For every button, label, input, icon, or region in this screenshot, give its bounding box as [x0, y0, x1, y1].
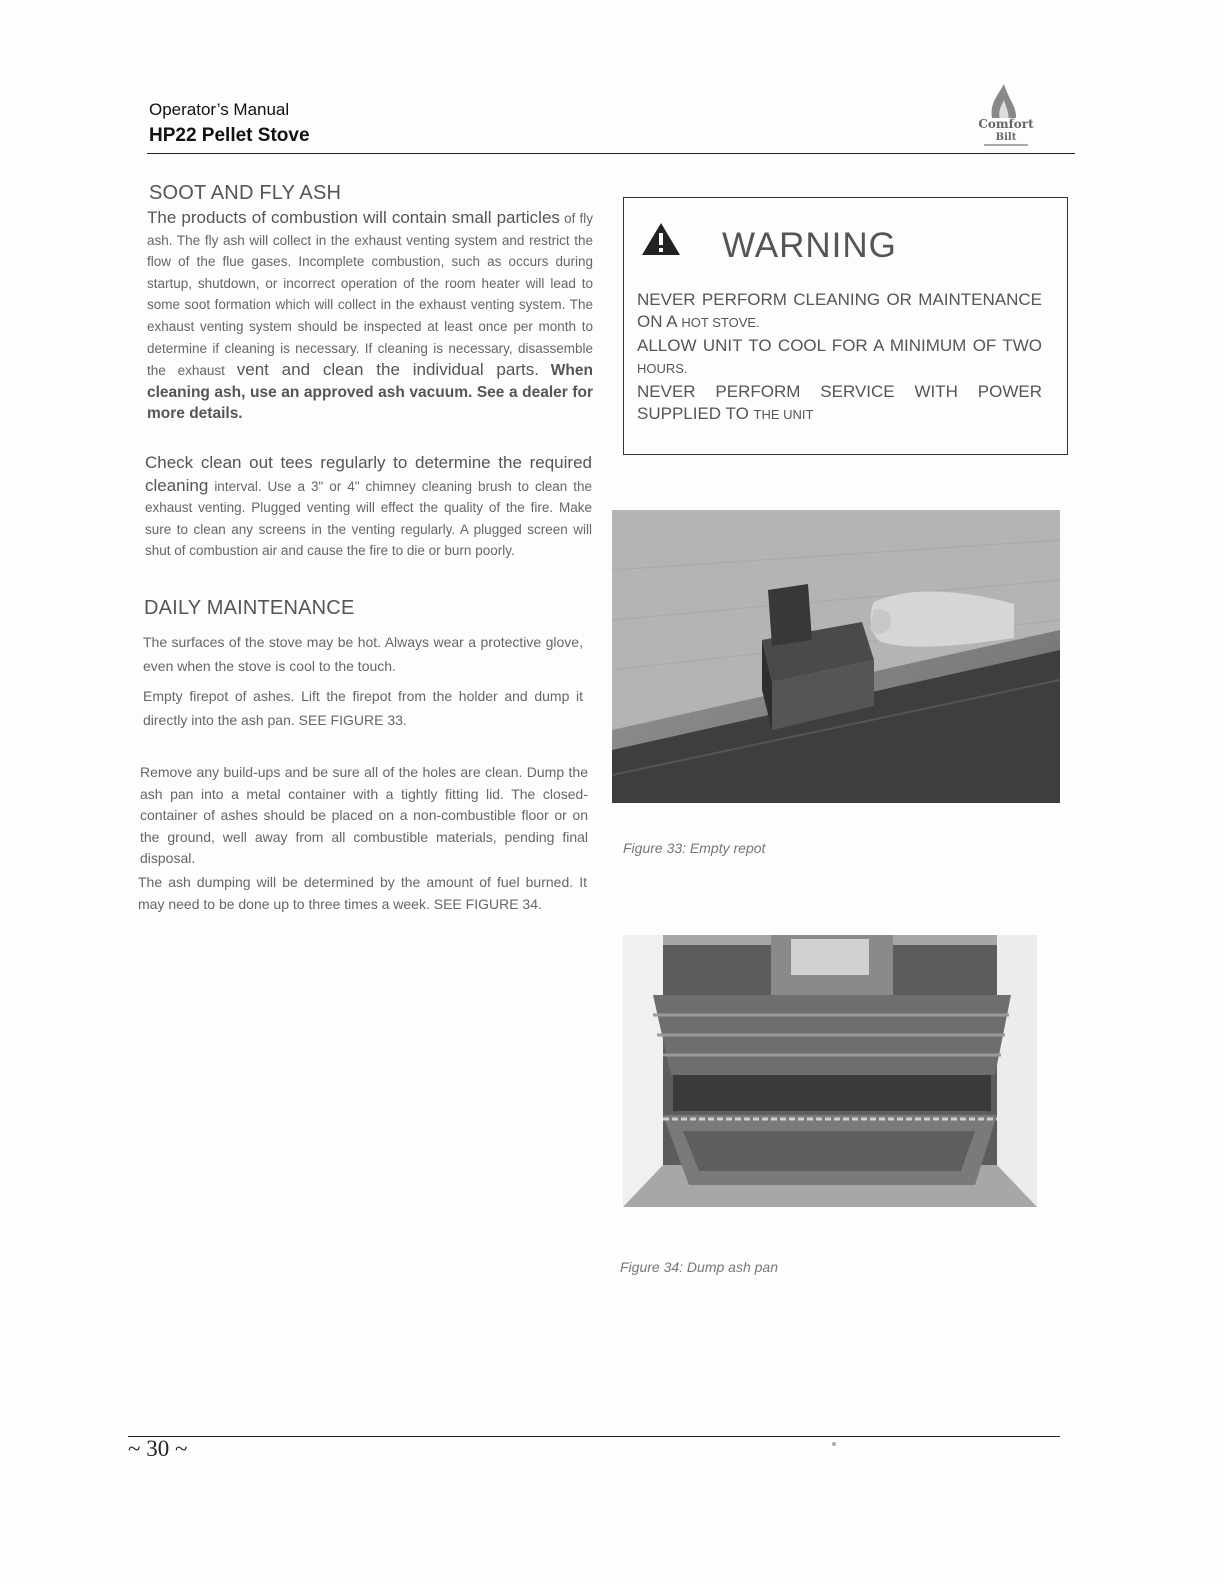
soot-body: of fly ash. The fly ash will collect in the exhaust venting system and restrict the flow of the flue gases. Incomplete combustion, such as occurs during startup, shutdown, or incorrect operation of the room heater will lead to some soot formation which will collect in the exhaust venting system. The exhaust venting system should be inspected at least once per month to determine if cleaning is necessary. If cleaning is necessary, disassemble the exhaust: [147, 211, 593, 379]
daily-paragraph-1: The surfaces of the stove may be hot. Always wear a protective glove, even when the stove is cool to the touch.: [143, 634, 583, 674]
manual-title: Operator’s Manual: [149, 100, 290, 119]
figure-34-caption: Figure 34: Dump ash pan: [620, 1259, 778, 1275]
warning-line-3-main: NEVER PERFORM SERVICE WITH POWER SUPPLIED TO: [637, 382, 1042, 423]
warning-triangle-icon: [640, 221, 682, 257]
brand-logo: [960, 80, 1050, 152]
footer-divider: [128, 1436, 1060, 1437]
daily-paragraph-2: Empty firepot of ashes. Lift the firepot from the holder and dump it directly into the ash pan. SEE FIGURE 33.: [143, 688, 583, 728]
daily-paragraph-3: Remove any build-ups and be sure all of the holes are clean. Dump the ash pan into a metal container with a tightly fitting lid. The closed-container of ashes should be placed on a non-combustible floor or on the ground, well away from all combustible materials, pending final disposal.: [140, 764, 588, 867]
soot-paragraph: [147, 207, 593, 425]
page-number: ~ 30 ~: [128, 1436, 188, 1461]
header-divider: [147, 153, 1075, 154]
model-title: HP22 Pellet Stove: [149, 125, 310, 146]
soot-heading: SOOT AND FLY ASH: [149, 182, 342, 204]
warning-line-1: [637, 289, 1042, 334]
soot-vent: vent and clean the individual parts.: [236, 360, 539, 380]
check-body: interval. Use a 3" or 4" chimney cleaning brush to clean the exhaust venting. Plugged venting will effect the quality of the fire. Make sure to clean any screens in the venting regularly. A plugged screen will shut of combustion air and cause the fire to die or burn poorly.: [145, 478, 592, 559]
soot-lead: The products of combustion will contain small particles: [147, 208, 560, 227]
warning-line-2-main: ALLOW UNIT TO COOL FOR A MINIMUM OF TWO: [637, 336, 1042, 355]
warning-line-3-tail: THE UNIT: [753, 407, 814, 422]
warning-line-1-main: NEVER PERFORM CLEANING OR MAINTENANCE ON A: [637, 290, 1042, 331]
scan-speck: [832, 1442, 836, 1446]
check-paragraph: [145, 452, 592, 562]
daily-heading: DAILY MAINTENANCE: [144, 597, 355, 619]
svg-text:Bilt: Bilt: [995, 132, 1017, 143]
warning-line-2-tail: HOURS.: [637, 361, 688, 376]
warning-title: WARNING: [722, 226, 897, 265]
figure-33-photo: [612, 510, 1060, 803]
daily-paragraph-4: The ash dumping will be determined by the amount of fuel burned. It may need to be done up to three times a week. SEE FIGURE 34.: [138, 874, 587, 912]
soot-vacuum-note: When cleaning ash, use an approved ash vacuum. See a dealer for more details.: [147, 362, 593, 423]
warning-line-1-tail: HOT STOVE.: [681, 315, 760, 330]
warning-line-2: [637, 335, 1042, 380]
check-lead: Check clean out tees regularly to determine the required cleaning: [145, 453, 592, 495]
figure-33-caption: Figure 33: Empty repot: [623, 840, 766, 856]
svg-text:Comfort: Comfort: [978, 117, 1034, 131]
warning-line-3: [637, 381, 1042, 426]
figure-34-photo: [623, 935, 1037, 1207]
